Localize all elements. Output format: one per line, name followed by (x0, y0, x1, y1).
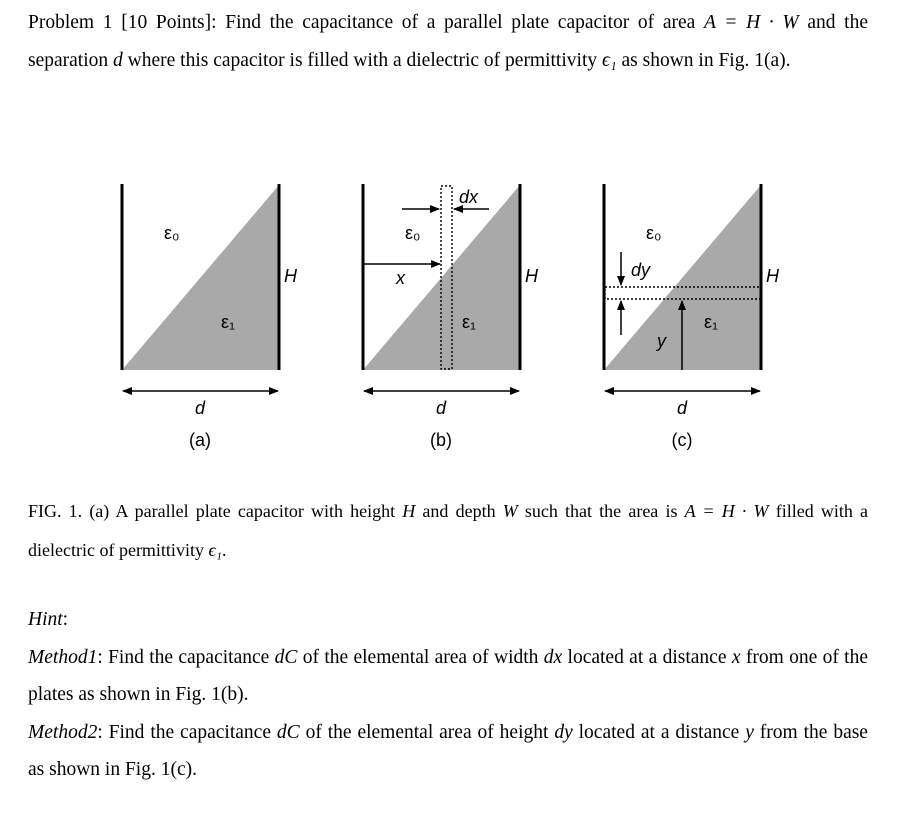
caption-permittivity: ϵ₁ (208, 540, 222, 560)
hint-block (28, 601, 868, 789)
caption-depth-var: W (502, 501, 518, 521)
caption-height-var: H (402, 501, 416, 521)
panel-label: (a) (189, 430, 211, 450)
y-label: y (657, 331, 666, 351)
method2-dC: dC (276, 721, 300, 743)
method2-t2: of the elemental area of height (299, 721, 555, 743)
method2-y: y (745, 721, 754, 743)
width-label: d (435, 398, 447, 418)
dielectric-eps1-region (122, 185, 279, 370)
eps1-label: ε₁ (704, 312, 719, 332)
method2-dy: dy (554, 721, 573, 743)
problem-prefix: Problem 1 [10 Points]: Find the capacitance of a parallel plate capacitor of area (28, 12, 704, 33)
panel-label: (c) (671, 430, 693, 450)
eps0-label: ε₀ (646, 223, 662, 243)
method1-x: x (731, 646, 741, 668)
caption-area-formula: A = H · W (684, 501, 769, 521)
eps1-label: ε₁ (221, 312, 236, 332)
method2-label: Method2 (28, 721, 98, 743)
problem-middle: and the separation (28, 12, 869, 71)
caption-middle2: such that the area is (517, 501, 685, 521)
problem-middle2: where this capacitor is filled with a dielectric of permittivity (122, 49, 602, 71)
figure-caption (28, 492, 868, 570)
method1-t4: from one of the plates as shown in Fig. 1(b). (28, 646, 868, 705)
panel-a (122, 184, 298, 450)
method1-t2: of the elemental area of width (297, 646, 544, 668)
hint-title-line (28, 601, 868, 639)
problem-suffix: as shown in Fig. 1(a). (616, 49, 791, 71)
dy-label: dy (631, 260, 651, 280)
area-formula: A = H · W (704, 12, 799, 33)
method2-t1: : Find the capacitance (97, 721, 277, 743)
method1-dC: dC (274, 646, 298, 668)
permittivity-symbol: ϵ₁ (601, 49, 617, 71)
method1-t3: located at a distance (562, 646, 732, 668)
caption-middle3: filled with a dielectric of permittivity (28, 501, 868, 560)
method1-text (28, 639, 868, 714)
problem-statement (28, 4, 868, 79)
hint-title: Hint (28, 609, 63, 630)
panel-c (604, 184, 780, 450)
method1-label: Method1 (28, 646, 98, 668)
method2-t3: located at a distance (572, 721, 746, 743)
caption-middle: and depth (415, 501, 503, 521)
width-label: d (194, 398, 206, 418)
figure-1 (0, 170, 919, 460)
height-label: H (525, 266, 538, 286)
separation-variable: d (113, 49, 123, 71)
caption-prefix: FIG. 1. (a) A parallel plate capacitor with height (28, 501, 403, 521)
method2-t4: from the base as shown in Fig. 1(c). (28, 721, 868, 780)
dx-label: dx (459, 187, 479, 207)
x-label: x (396, 268, 405, 288)
caption-suffix: . (221, 540, 227, 560)
panel-label: (b) (430, 430, 452, 450)
method1-t1: : Find the capacitance (97, 646, 275, 668)
eps0-label: ε₀ (164, 223, 180, 243)
height-label: H (284, 266, 297, 286)
eps1-label: ε₁ (462, 312, 477, 332)
method2-text (28, 714, 868, 789)
width-label: d (676, 398, 688, 418)
method1-dx: dx (543, 646, 563, 668)
height-label: H (766, 266, 779, 286)
eps0-label: ε₀ (405, 223, 421, 243)
hint-title-colon: : (62, 609, 69, 630)
panel-b (363, 184, 539, 450)
